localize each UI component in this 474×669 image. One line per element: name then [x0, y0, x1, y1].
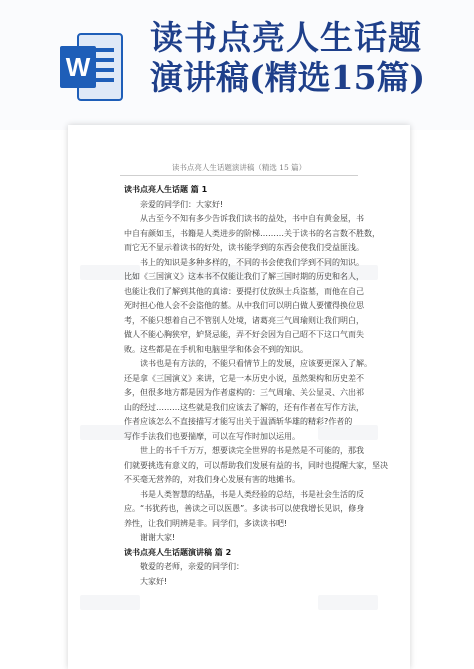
- title-line-1: 读书点亮人生话题: [150, 18, 422, 57]
- text-line: 也能让我们了解到其他的真谛：要提打仗放纵士兵盗墓，而他在自己: [124, 286, 364, 296]
- paragraph: [124, 488, 364, 532]
- text-line: 们就要挑选有意义的，可以帮助我们发展有益的书，同时也提醒大家，坚决: [124, 460, 388, 470]
- text-line: 死时担心他人会不会盗他的墓。从中我们可以明白做人要懂得换位思: [124, 301, 364, 310]
- text-line: 从古至今不知有多少告诉我们读书的益处，书中自有黄金屋，书: [140, 214, 364, 223]
- text-line: 应。“书犹药也，善读之可以医愚”。多读书可以使我增长见识，修身: [124, 504, 365, 513]
- text-line: 做人不能心胸狭窄，妒贤忌能，弄不好会因为自己昭不下这口气而失: [124, 330, 364, 339]
- text-line: 多，但很多地方都是因为作者虚构的：三气周瑜、关公显灵、六出祁: [124, 388, 364, 397]
- paragraph: [124, 256, 364, 358]
- watermark: [80, 595, 140, 610]
- document-page: [68, 125, 410, 669]
- text-line: 山的经过………这些就是我们应该去了解的，还有作者在写作方法，: [124, 402, 364, 412]
- page-header: 读书点亮人生话题演讲稿（精选 15 篇）: [171, 163, 307, 172]
- banner: [0, 0, 474, 130]
- svg-text:W: W: [65, 52, 91, 82]
- text-line: 考，不能只想着自己不管别人处境，诸葛亮三气周瑜则让我们明白，: [124, 315, 364, 325]
- text-line: 作者应该怎么不直接描写才能写出关于温酒斩华雄的精彩?作者的: [124, 417, 353, 426]
- text-line: 世上的书千千万万，想要读完全世界的书是然是不可能的，那我: [140, 446, 364, 455]
- text-line: 比如《三国演义》这本书不仅能让我们了解三国时期的历史和名人，: [124, 272, 364, 281]
- title-line-2: 演讲稿(精选15篇): [150, 58, 426, 97]
- text-line: 读书也是有方法的，不能只看情节上的发展，应该要更深入了解。: [140, 359, 372, 368]
- text-line: 还是拿《三国演义》来讲，它是一本历史小说，虽然架构和历史差不: [124, 373, 364, 383]
- text-line: 写作手法我们也要揣摩，可以在写作时加以运用。: [124, 431, 300, 441]
- salutation: 敬爱的老师，亲爱的同学们：: [140, 562, 244, 571]
- paragraph: [124, 357, 372, 444]
- salutation: 亲爱的同学们：大家好!: [140, 199, 224, 209]
- section-heading: 读书点亮人生话题 篇 1: [124, 185, 208, 194]
- watermark: [318, 595, 378, 610]
- paragraph: [124, 212, 380, 256]
- paragraph: [124, 444, 388, 488]
- word-doc-icon: [58, 28, 128, 108]
- header-divider: [120, 175, 358, 176]
- text-line: 败。这些都是在手机和电脑里学和体会不到的知识。: [124, 344, 308, 354]
- section-heading: 读书点亮人生话题演讲稿 篇 2: [124, 547, 232, 557]
- text-line: 而它无不显示着读书的好处，读书能学到的东西会使我们受益匪浅。: [124, 243, 364, 252]
- text-line: 养性，让我们明辨是非。同学们，多读读书吧!: [124, 518, 288, 528]
- text-line: 不买毫无营养的，对我们身心发展有害的地摊书。: [124, 475, 300, 484]
- document-body: [124, 183, 388, 589]
- text-line: 中自有颜如玉，书籍是人类进步的阶梯………关于读书的名言数不胜数，: [124, 228, 380, 238]
- text-line: 书是人类智慧的结晶，书是人类经验的总结，书是社会生活的反: [140, 489, 364, 499]
- closing: 谢谢大家!: [140, 533, 176, 542]
- document-title: [150, 18, 470, 98]
- text-line: 书上的知识是多种多样的，不同的书会使我们学到不同的知识。: [140, 257, 364, 267]
- salutation: 大家好!: [140, 576, 168, 586]
